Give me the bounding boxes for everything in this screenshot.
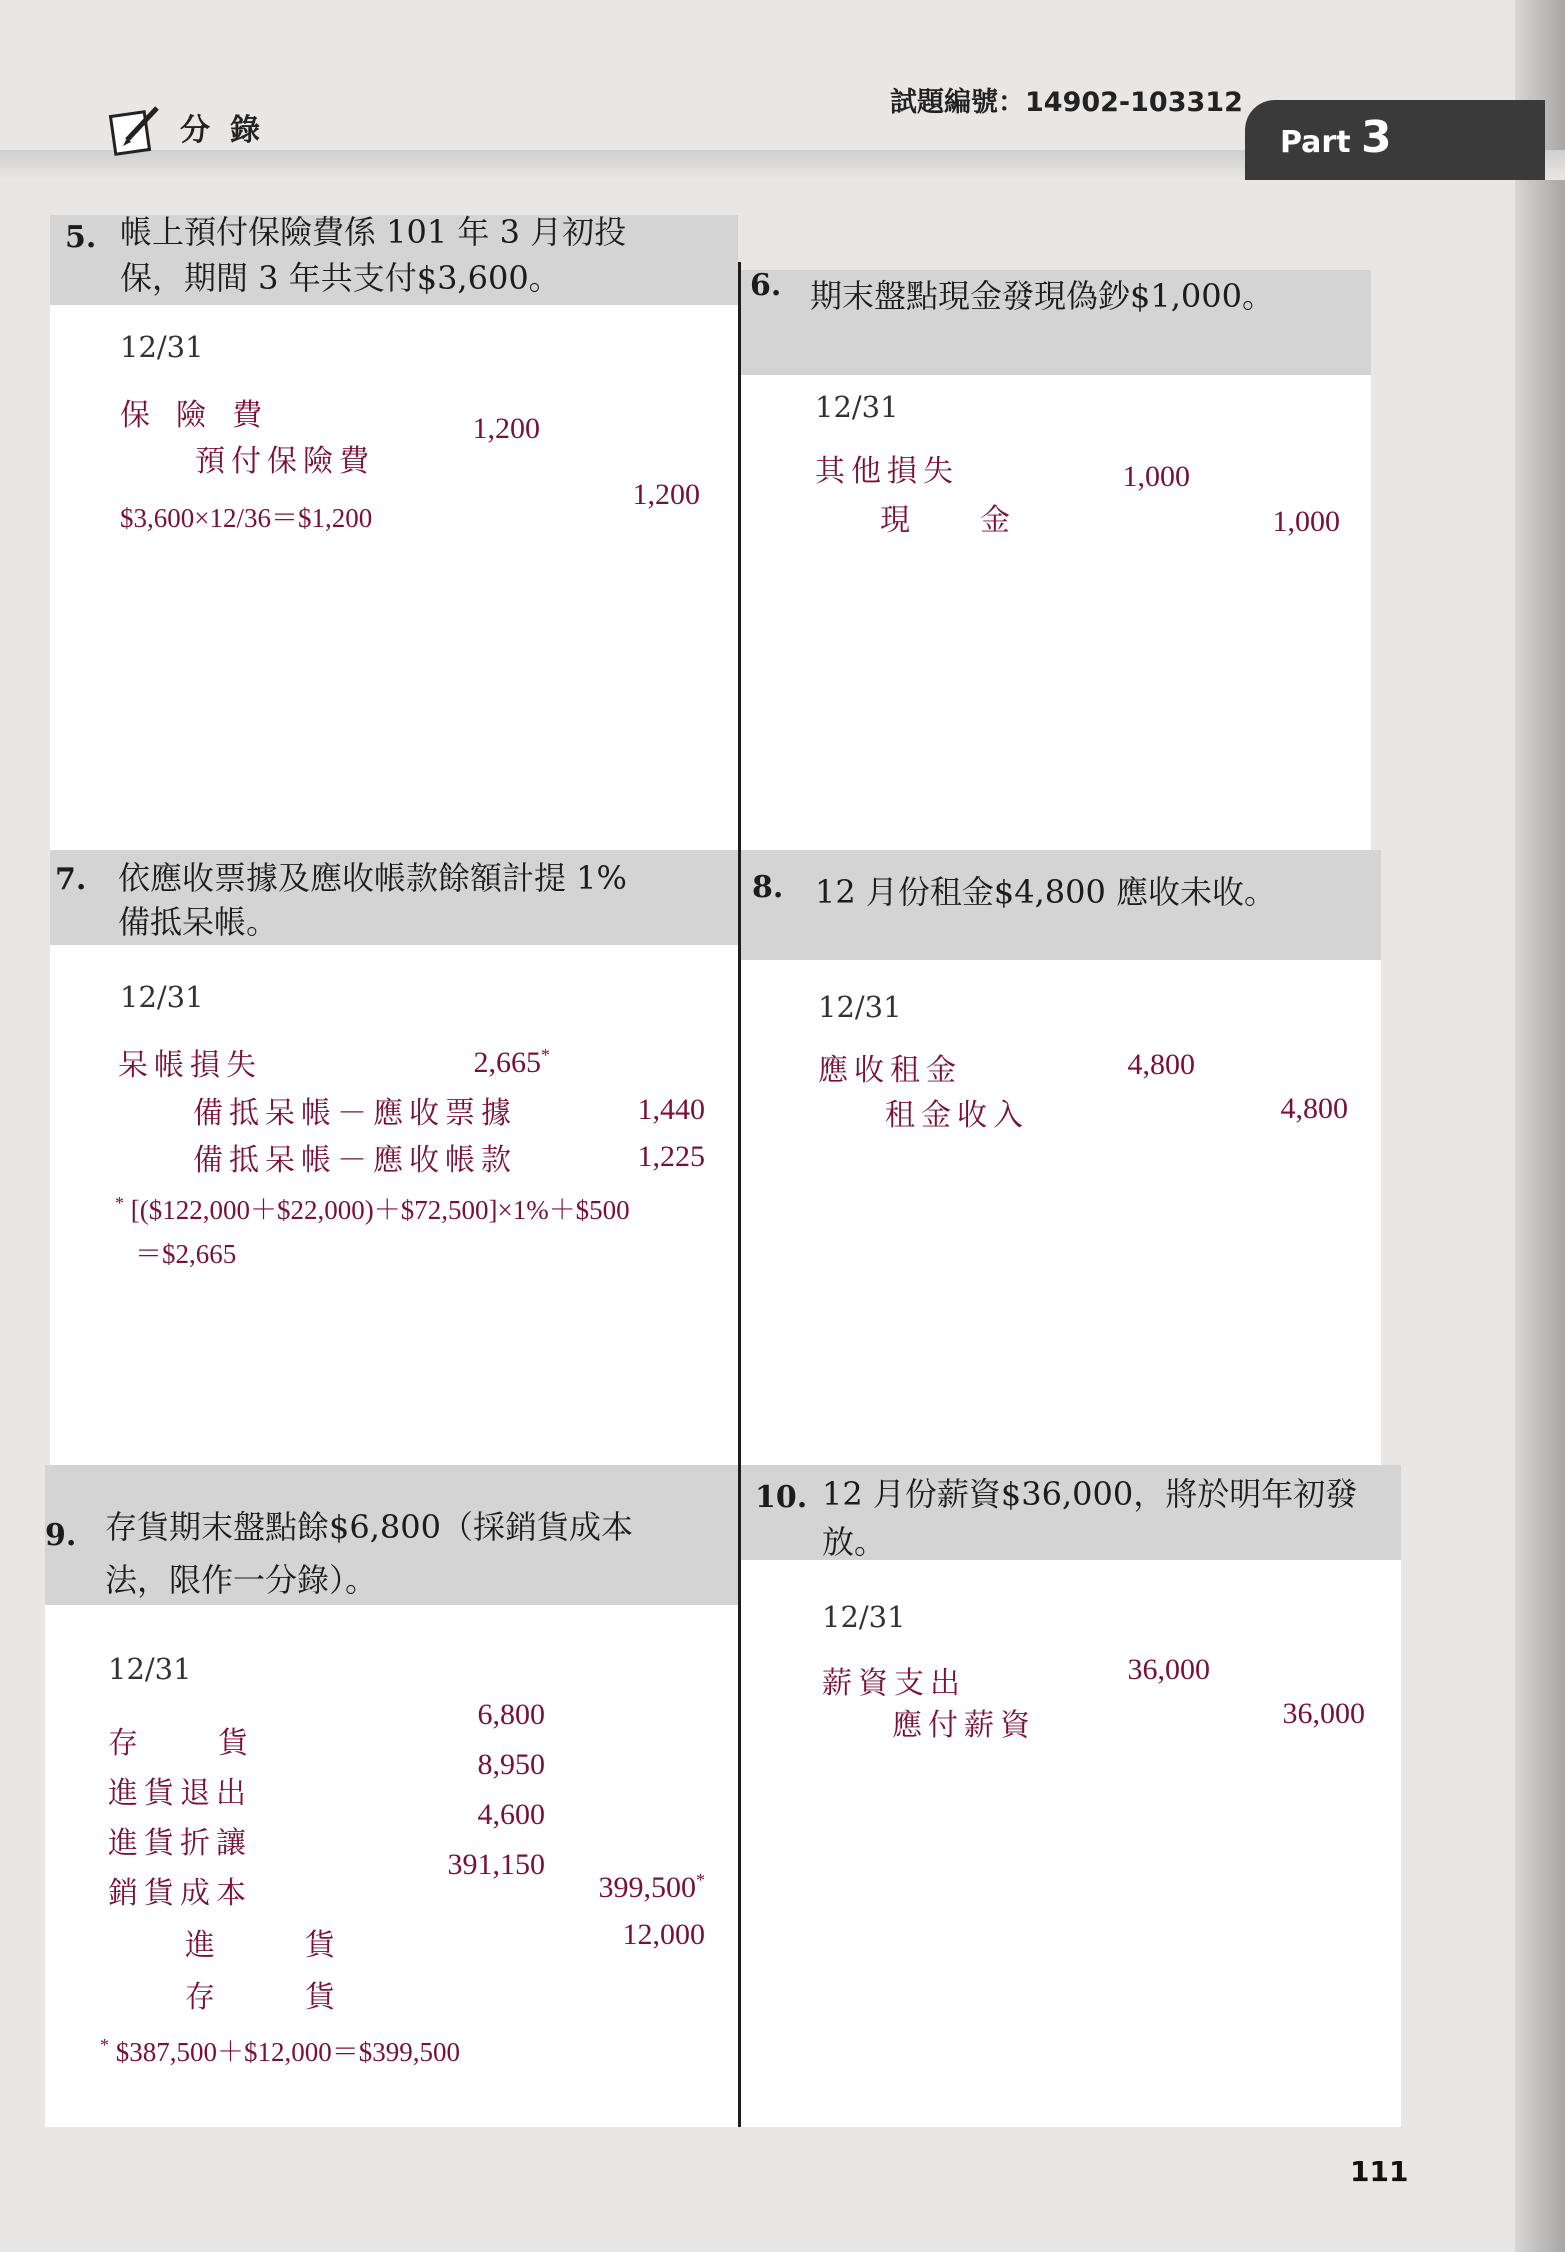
part-label (1280, 112, 1392, 163)
q5-debit-account: 保險費 (120, 398, 288, 433)
q10-text-line2: 放。 (822, 1523, 887, 1561)
q6-credit-account: 現金 (880, 503, 1080, 538)
q9-debit1-amount: 6,800 (477, 1698, 545, 1731)
q5-debit-amount: 1,200 (472, 412, 540, 445)
q9-credit2-amount: 12,000 (622, 1918, 705, 1951)
q10-panel (741, 1560, 1401, 2127)
q9-credit1-amount (535, 1870, 705, 1905)
q9-credit1-amount-value: 399,500 (598, 1871, 696, 1904)
q10-credit-amount: 36,000 (1282, 1697, 1365, 1730)
q8-text: 12 月份租金$4,800 應收未收。 (815, 873, 1277, 911)
q7-debit-amount-value: 2,665 (473, 1046, 541, 1079)
q7-debit-account: 呆帳損失 (118, 1048, 262, 1083)
q5-number: 5. (65, 220, 97, 255)
q6-text: 期末盤點現金發現偽鈔$1,000。 (810, 277, 1274, 315)
q5-credit-amount: 1,200 (632, 478, 700, 511)
q7-asterisk: * (541, 1045, 550, 1065)
q9-debit4-account: 銷貨成本 (108, 1876, 252, 1911)
q5-text-line1: 帳上預付保險費係 101 年 3 月初投 (120, 213, 627, 251)
q9-credit1-account: 進貨 (185, 1928, 425, 1963)
q8-credit-account: 租金收入 (885, 1098, 1029, 1133)
q7-text-line2: 備抵呆帳。 (118, 903, 279, 941)
q7-note-line1-text: [($122,000＋$22,000)＋$72,500]×1%＋$500 (130, 1195, 630, 1225)
q5-note: $3,600×12/36＝$1,200 (120, 503, 373, 533)
q5-date: 12/31 (120, 330, 204, 364)
q9-note-text: $387,500＋$12,000＝$399,500 (115, 2037, 460, 2067)
q9-debit3-amount: 4,600 (477, 1798, 545, 1831)
part-text: Part (1280, 125, 1351, 160)
page-number: 111 (1350, 2155, 1409, 2188)
q10-text-line1: 12 月份薪資$36,000，將於明年初發 (822, 1475, 1358, 1513)
q8-panel (741, 960, 1381, 1465)
q7-note-asterisk: * (115, 1193, 124, 1213)
q10-debit-amount: 36,000 (1127, 1653, 1210, 1686)
q8-debit-account: 應收租金 (818, 1053, 962, 1088)
q7-note-line2: ＝$2,665 (135, 1239, 237, 1269)
q8-number: 8. (752, 870, 784, 905)
part-number: 3 (1361, 112, 1392, 163)
q10-number: 10. (755, 1480, 808, 1515)
section-title: 分錄 (180, 113, 280, 148)
q9-debit3-account: 進貨折讓 (108, 1826, 252, 1861)
q7-note-line1 (115, 1188, 630, 1227)
q10-date: 12/31 (822, 1600, 906, 1634)
q9-text-line1: 存貨期末盤點餘$6,800（採銷貨成本 (105, 1508, 633, 1546)
q7-credit2-amount: 1,225 (637, 1140, 705, 1173)
q9-debit2-amount: 8,950 (477, 1748, 545, 1781)
q7-date: 12/31 (120, 980, 204, 1014)
q6-debit-account: 其他損失 (815, 454, 959, 489)
q8-credit-amount: 4,800 (1280, 1092, 1348, 1125)
q8-debit-amount: 4,800 (1127, 1048, 1195, 1081)
q6-number: 6. (750, 268, 782, 303)
q9-debit4-amount: 391,150 (447, 1848, 545, 1881)
q7-credit1-account: 備抵呆帳－應收票據 (193, 1096, 517, 1131)
q9-asterisk: * (696, 1870, 705, 1890)
q9-credit2-account: 存貨 (185, 1980, 425, 2015)
q6-debit-amount: 1,000 (1122, 460, 1190, 493)
q8-date: 12/31 (818, 990, 902, 1024)
q10-debit-account: 薪資支出 (822, 1666, 966, 1701)
q10-credit-account: 應付薪資 (892, 1708, 1036, 1743)
q7-credit1-amount: 1,440 (637, 1093, 705, 1126)
page-edge (1515, 0, 1565, 2252)
q9-note-asterisk: * (100, 2035, 109, 2055)
pencil-notebook-icon (105, 100, 165, 160)
q9-debit2-account: 進貨退出 (108, 1776, 252, 1811)
q9-debit1-account: 存貨 (108, 1726, 328, 1761)
q9-note (100, 2030, 460, 2069)
q9-number: 9. (45, 1518, 77, 1553)
q6-credit-amount: 1,000 (1272, 505, 1340, 538)
q5-credit-account: 預付保險費 (195, 444, 375, 479)
exam-id: 試題編號：14902-103312 (890, 87, 1243, 118)
column-divider (738, 262, 741, 2127)
q6-date: 12/31 (815, 390, 899, 424)
q7-number: 7. (55, 862, 87, 897)
q5-text-line2: 保，期間 3 年共支付$3,600。 (120, 259, 561, 297)
q7-debit-amount (380, 1045, 550, 1080)
q9-text-line2: 法，限作一分錄）。 (105, 1561, 378, 1599)
q5-panel (50, 305, 740, 850)
q7-credit2-account: 備抵呆帳－應收帳款 (193, 1143, 517, 1178)
q7-text-line1: 依應收票據及應收帳款餘額計提 1% (118, 859, 627, 897)
q9-date: 12/31 (108, 1652, 192, 1686)
